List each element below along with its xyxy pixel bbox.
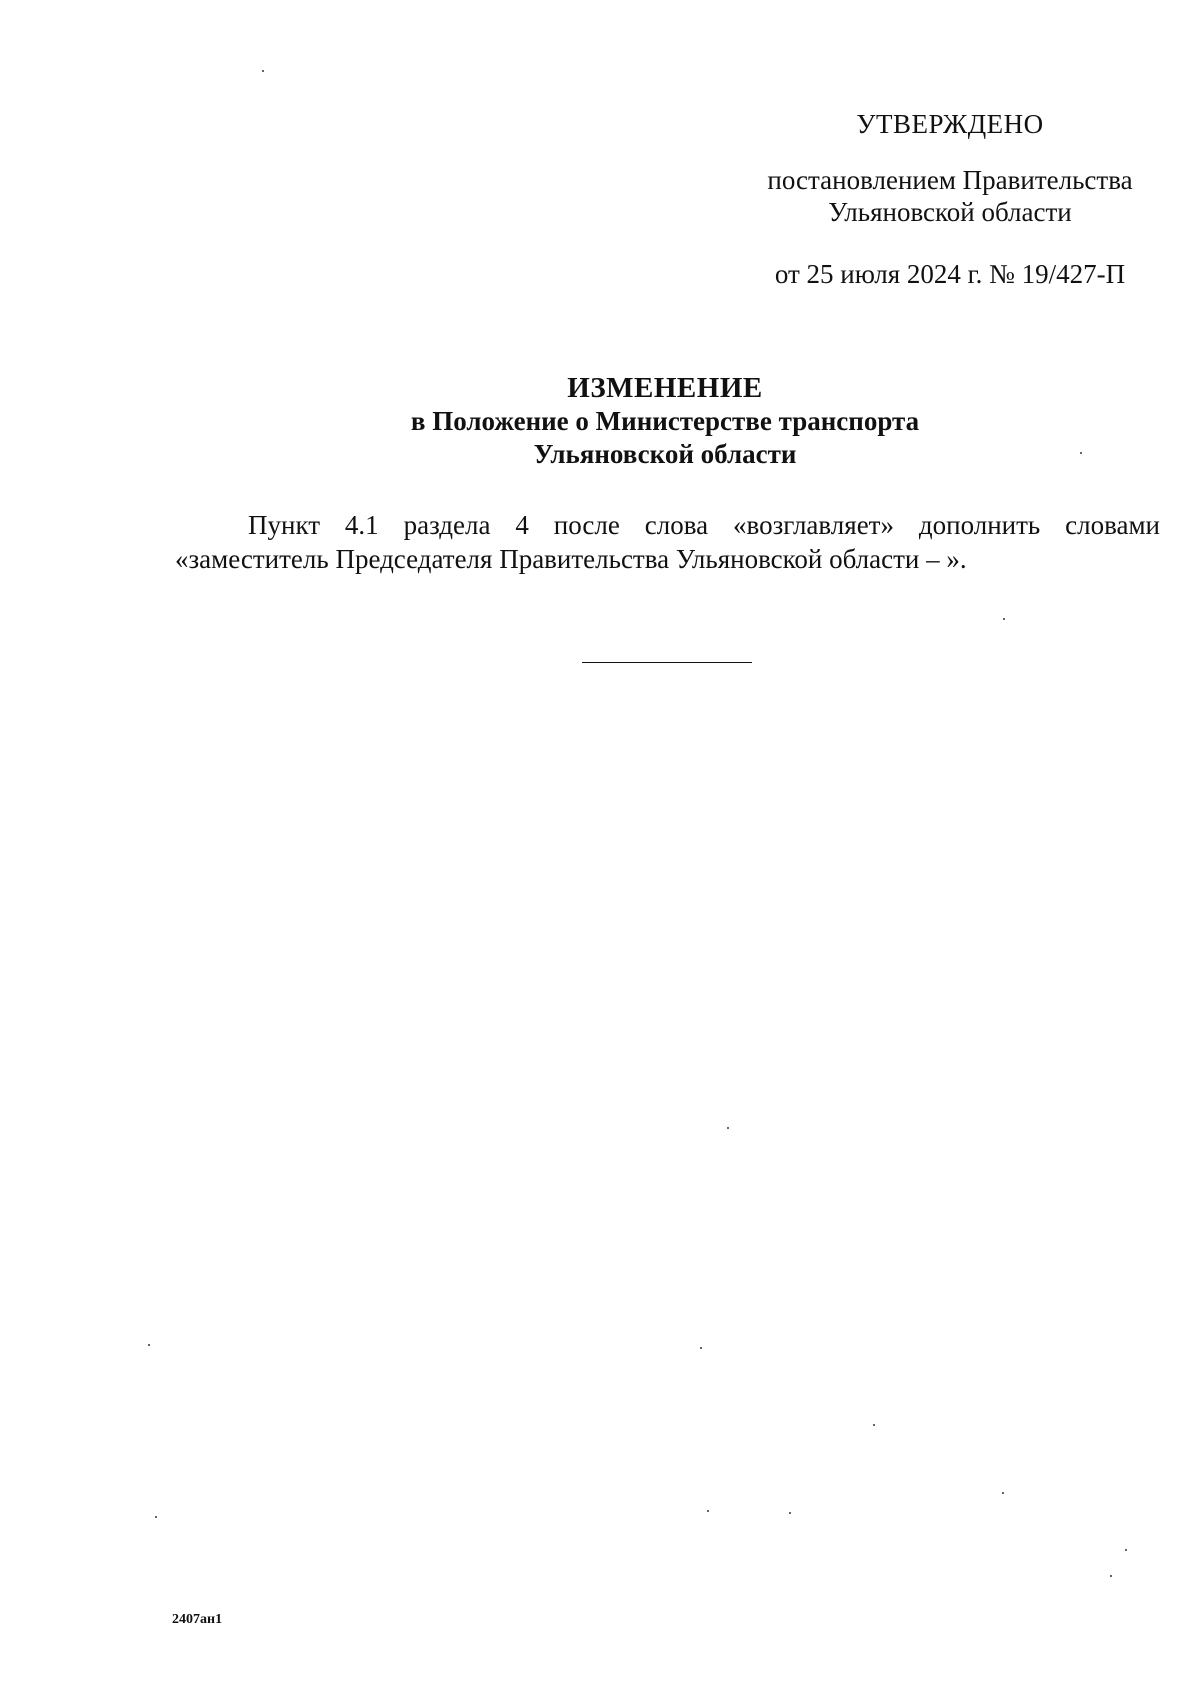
scan-speck bbox=[155, 1516, 157, 1518]
scan-speck bbox=[707, 1510, 709, 1512]
scan-speck bbox=[1002, 1492, 1004, 1494]
scan-speck bbox=[1080, 452, 1082, 454]
body-paragraph: Пункт 4.1 раздела 4 после слова «возглавляет» дополнить словами «заместитель Председателя Правительства Ульяновской области – ». bbox=[175, 510, 1160, 574]
scan-speck bbox=[789, 1512, 791, 1514]
document-heading bbox=[170, 372, 1160, 471]
scan-speck bbox=[1003, 618, 1005, 620]
scan-speck bbox=[1125, 1549, 1127, 1551]
approval-basis-line-2: Ульяновской области bbox=[828, 197, 1072, 227]
heading-subtitle-line-2: Ульяновской области bbox=[533, 439, 797, 469]
scan-speck bbox=[873, 1424, 875, 1426]
scan-speck bbox=[148, 1344, 150, 1346]
scan-speck bbox=[727, 1127, 729, 1129]
heading-subtitle-line-1: в Положение о Министерстве транспорта bbox=[410, 406, 920, 436]
approval-basis bbox=[740, 164, 1160, 228]
scan-speck bbox=[700, 1347, 702, 1349]
scan-speck bbox=[262, 70, 264, 72]
heading-title: ИЗМЕНЕНИЕ bbox=[567, 372, 763, 404]
approval-title: УТВЕРЖДЕНО bbox=[856, 109, 1044, 139]
scan-speck bbox=[1110, 1575, 1112, 1577]
end-divider-line bbox=[582, 662, 752, 663]
approval-date-number: от 25 июля 2024 г. № 19/427-П bbox=[774, 259, 1126, 289]
footer-document-code: 2407ан1 bbox=[172, 1612, 223, 1627]
approval-block bbox=[740, 108, 1160, 290]
approval-basis-line-1: постановлением Правительства bbox=[767, 165, 1133, 195]
